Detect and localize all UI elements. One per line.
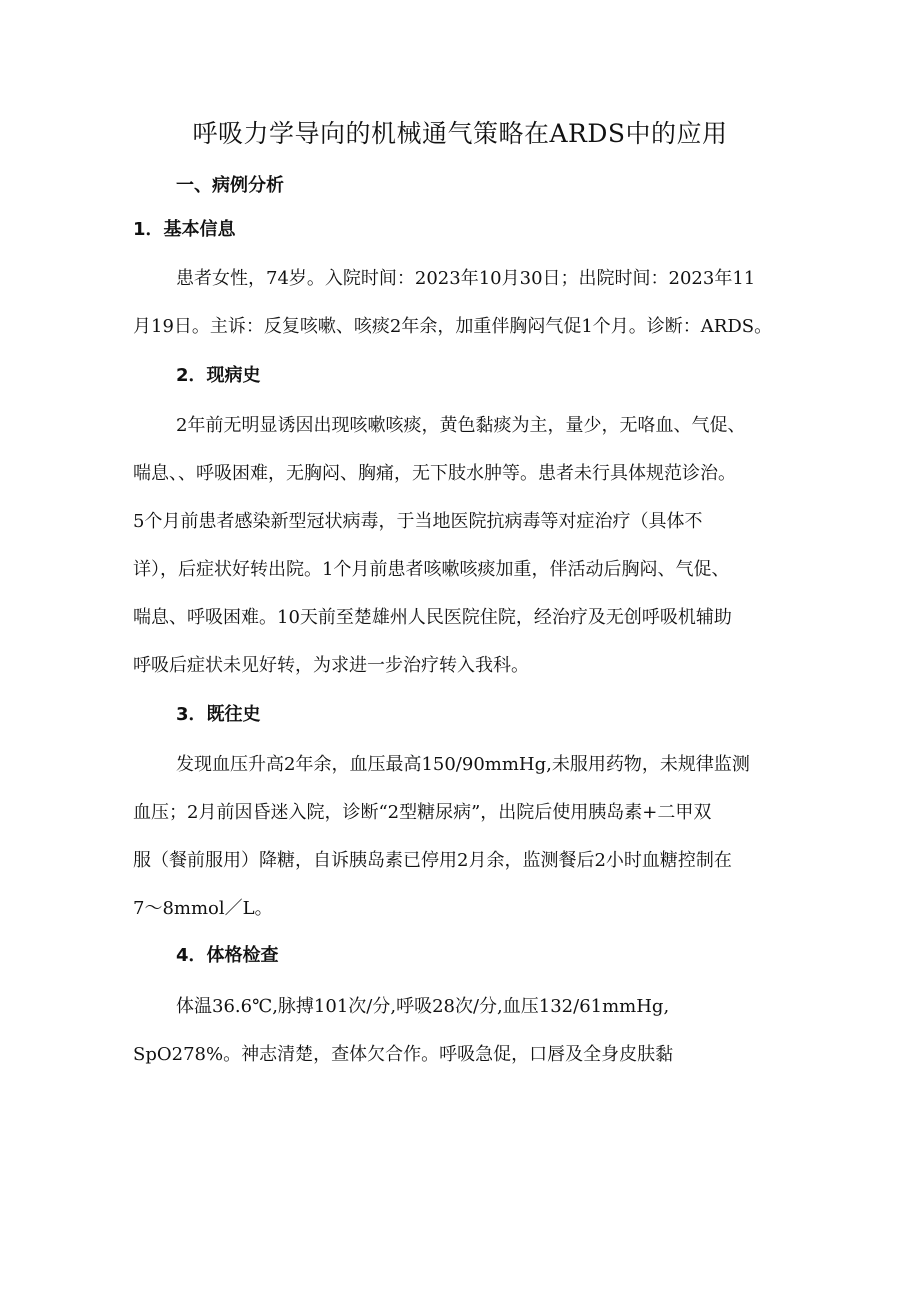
text-line: 血压；2月前因昏迷入院，诊断“2型糖尿病”，出院后使用胰岛素+二甲双 <box>133 802 712 823</box>
text-line: 7～8mmol／L。 <box>133 898 273 919</box>
text-line: SpO278%。神志清楚，查体欠合作。呼吸急促，口唇及全身皮肤黏 <box>133 1044 674 1065</box>
subsection-heading-past-history: 3．既往史 <box>176 704 261 725</box>
text-line: 患者女性，74岁。入院时间：2023年10月30日；出院时间：2023年11 <box>176 268 756 289</box>
text-line: 发现血压升高2年余，血压最高150/90mmHg,未服用药物，未规律监测 <box>176 754 750 775</box>
subsection-heading-physical-exam: 4．体格检查 <box>176 945 279 966</box>
text-line: 喘息、、呼吸困难，无胸闷、胸痛，无下肢水肿等。患者未行具体规范诊治。 <box>133 463 736 484</box>
text-line: 喘息、呼吸困难。10天前至楚雄州人民医院住院，经治疗及无创呼吸机辅助 <box>133 607 732 628</box>
document-title: 呼吸力学导向的机械通气策略在ARDS中的应用 <box>192 119 728 148</box>
paragraph-present-illness <box>133 402 793 690</box>
subsection-heading-present-illness: 2．现病史 <box>176 365 261 386</box>
paragraph-past-history <box>133 741 793 933</box>
subsection-heading-basic-info: 1．基本信息 <box>133 219 236 240</box>
text-line: 5个月前患者感染新型冠状病毒，于当地医院抗病毒等对症治疗（具体不 <box>133 511 703 532</box>
paragraph-basic-info <box>133 255 793 351</box>
text-line: 服（餐前服用）降糖，自诉胰岛素已停用2月余，监测餐后2小时血糖控制在 <box>133 850 732 871</box>
paragraph-physical-exam <box>133 983 793 1079</box>
text-line: 详），后症状好转出院。1个月前患者咳嗽咳痰加重，伴活动后胸闷、气促、 <box>133 559 730 580</box>
text-line: 月19日。主诉：反复咳嗽、咳痰2年余，加重伴胸闷气促1个月。诊断：ARDS。 <box>133 316 773 337</box>
text-line: 呼吸后症状未见好转，为求进一步治疗转入我科。 <box>133 655 529 676</box>
text-line: 体温36.6℃,脉搏101次/分,呼吸28次/分,血压132/61mmHg, <box>176 996 670 1017</box>
text-line: 2年前无明显诱因出现咳嗽咳痰，黄色黏痰为主，量少，无咯血、气促、 <box>176 415 746 436</box>
section-heading-case-analysis: 一、病例分析 <box>176 175 284 196</box>
